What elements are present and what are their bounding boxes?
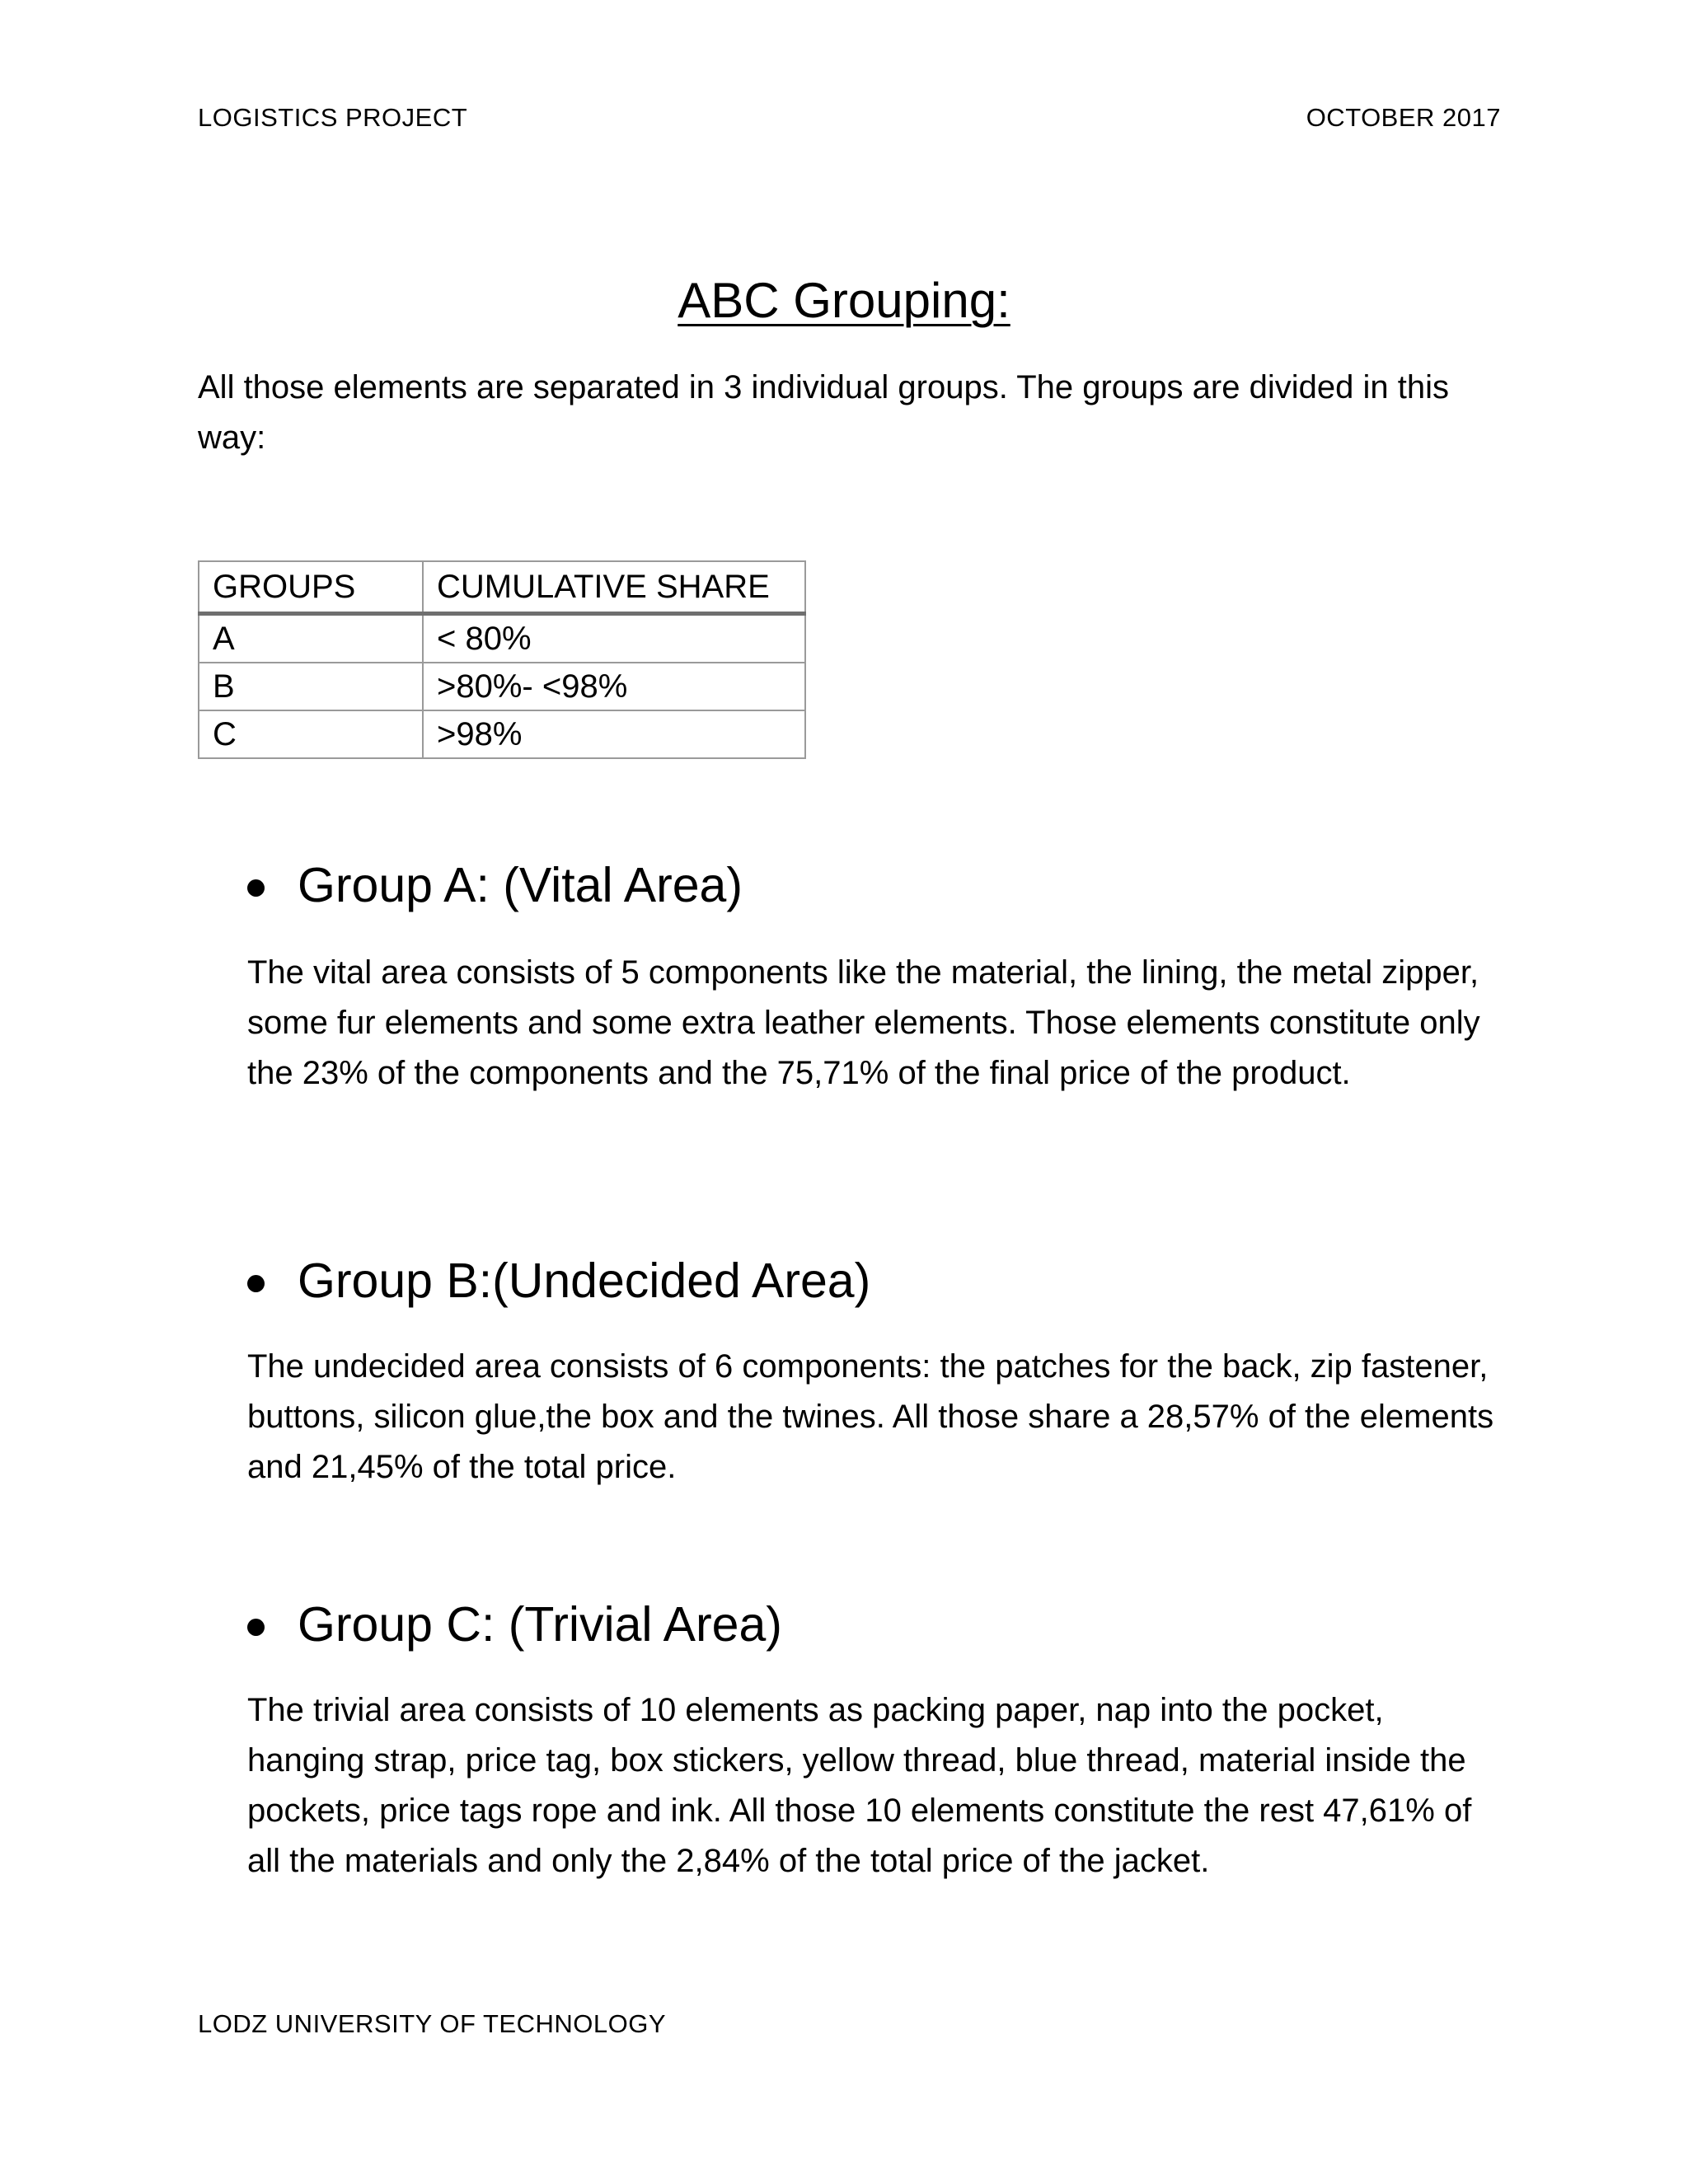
- group-c-heading: [247, 1597, 782, 1652]
- table-row: [199, 710, 805, 758]
- footer-institution: LODZ UNIVERSITY OF TECHNOLOGY: [198, 2009, 667, 2038]
- group-b-description: The undecided area consists of 6 components: the patches for the back, zip fastener, buttons, silicon glue,the box and the twines. All those share a 28,57% of the elements and 21,45% of the total price.: [247, 1348, 1494, 1485]
- bullet-icon: [247, 879, 265, 897]
- header-date: OCTOBER 2017: [1306, 103, 1501, 132]
- page-title: [0, 273, 1688, 328]
- group-c-heading-text: Group C: (Trivial Area): [298, 1597, 782, 1652]
- table-cell-share: < 80%: [423, 614, 805, 663]
- group-a-description: The vital area consists of 5 components like the material, the lining, the metal zipper, some fur elements and some extra leather elements. Those elements constitute only the 23% of the components and the 75,71% of the final price of the product.: [247, 954, 1480, 1091]
- table-row: [199, 663, 805, 710]
- intro-paragraph: All those elements are separated in 3 individual groups. The groups are divided in this way:: [198, 369, 1449, 456]
- group-a-heading-text: Group A: (Vital Area): [298, 858, 743, 912]
- group-b-heading-text: Group B:(Undecided Area): [298, 1254, 871, 1308]
- abc-groups-table: [198, 560, 806, 759]
- header-project-name: LOGISTICS PROJECT: [198, 103, 468, 132]
- group-a-heading: [247, 858, 743, 912]
- table-cell-group: C: [199, 710, 423, 758]
- page-title-text: ABC Grouping:: [678, 273, 1010, 328]
- group-b-heading: [247, 1254, 871, 1308]
- table-row: [199, 614, 805, 663]
- table-header-row: [199, 561, 805, 614]
- table-header-groups: GROUPS: [199, 561, 423, 614]
- group-c-description: The trivial area consists of 10 elements as packing paper, nap into the pocket, hanging strap, price tag, box stickers, yellow thread, blue thread, material inside the pockets, price tags rope and ink. All those 10 elements constitute the rest 47,61% of all the materials and only the 2,84% of the total price of the jacket.: [247, 1692, 1472, 1879]
- bullet-icon: [247, 1275, 265, 1292]
- table-cell-group: B: [199, 663, 423, 710]
- bullet-icon: [247, 1619, 265, 1636]
- table-header-cumulative-share: CUMULATIVE SHARE: [423, 561, 805, 614]
- table-cell-group: A: [199, 614, 423, 663]
- table-cell-share: >80%- <98%: [423, 663, 805, 710]
- table-cell-share: >98%: [423, 710, 805, 758]
